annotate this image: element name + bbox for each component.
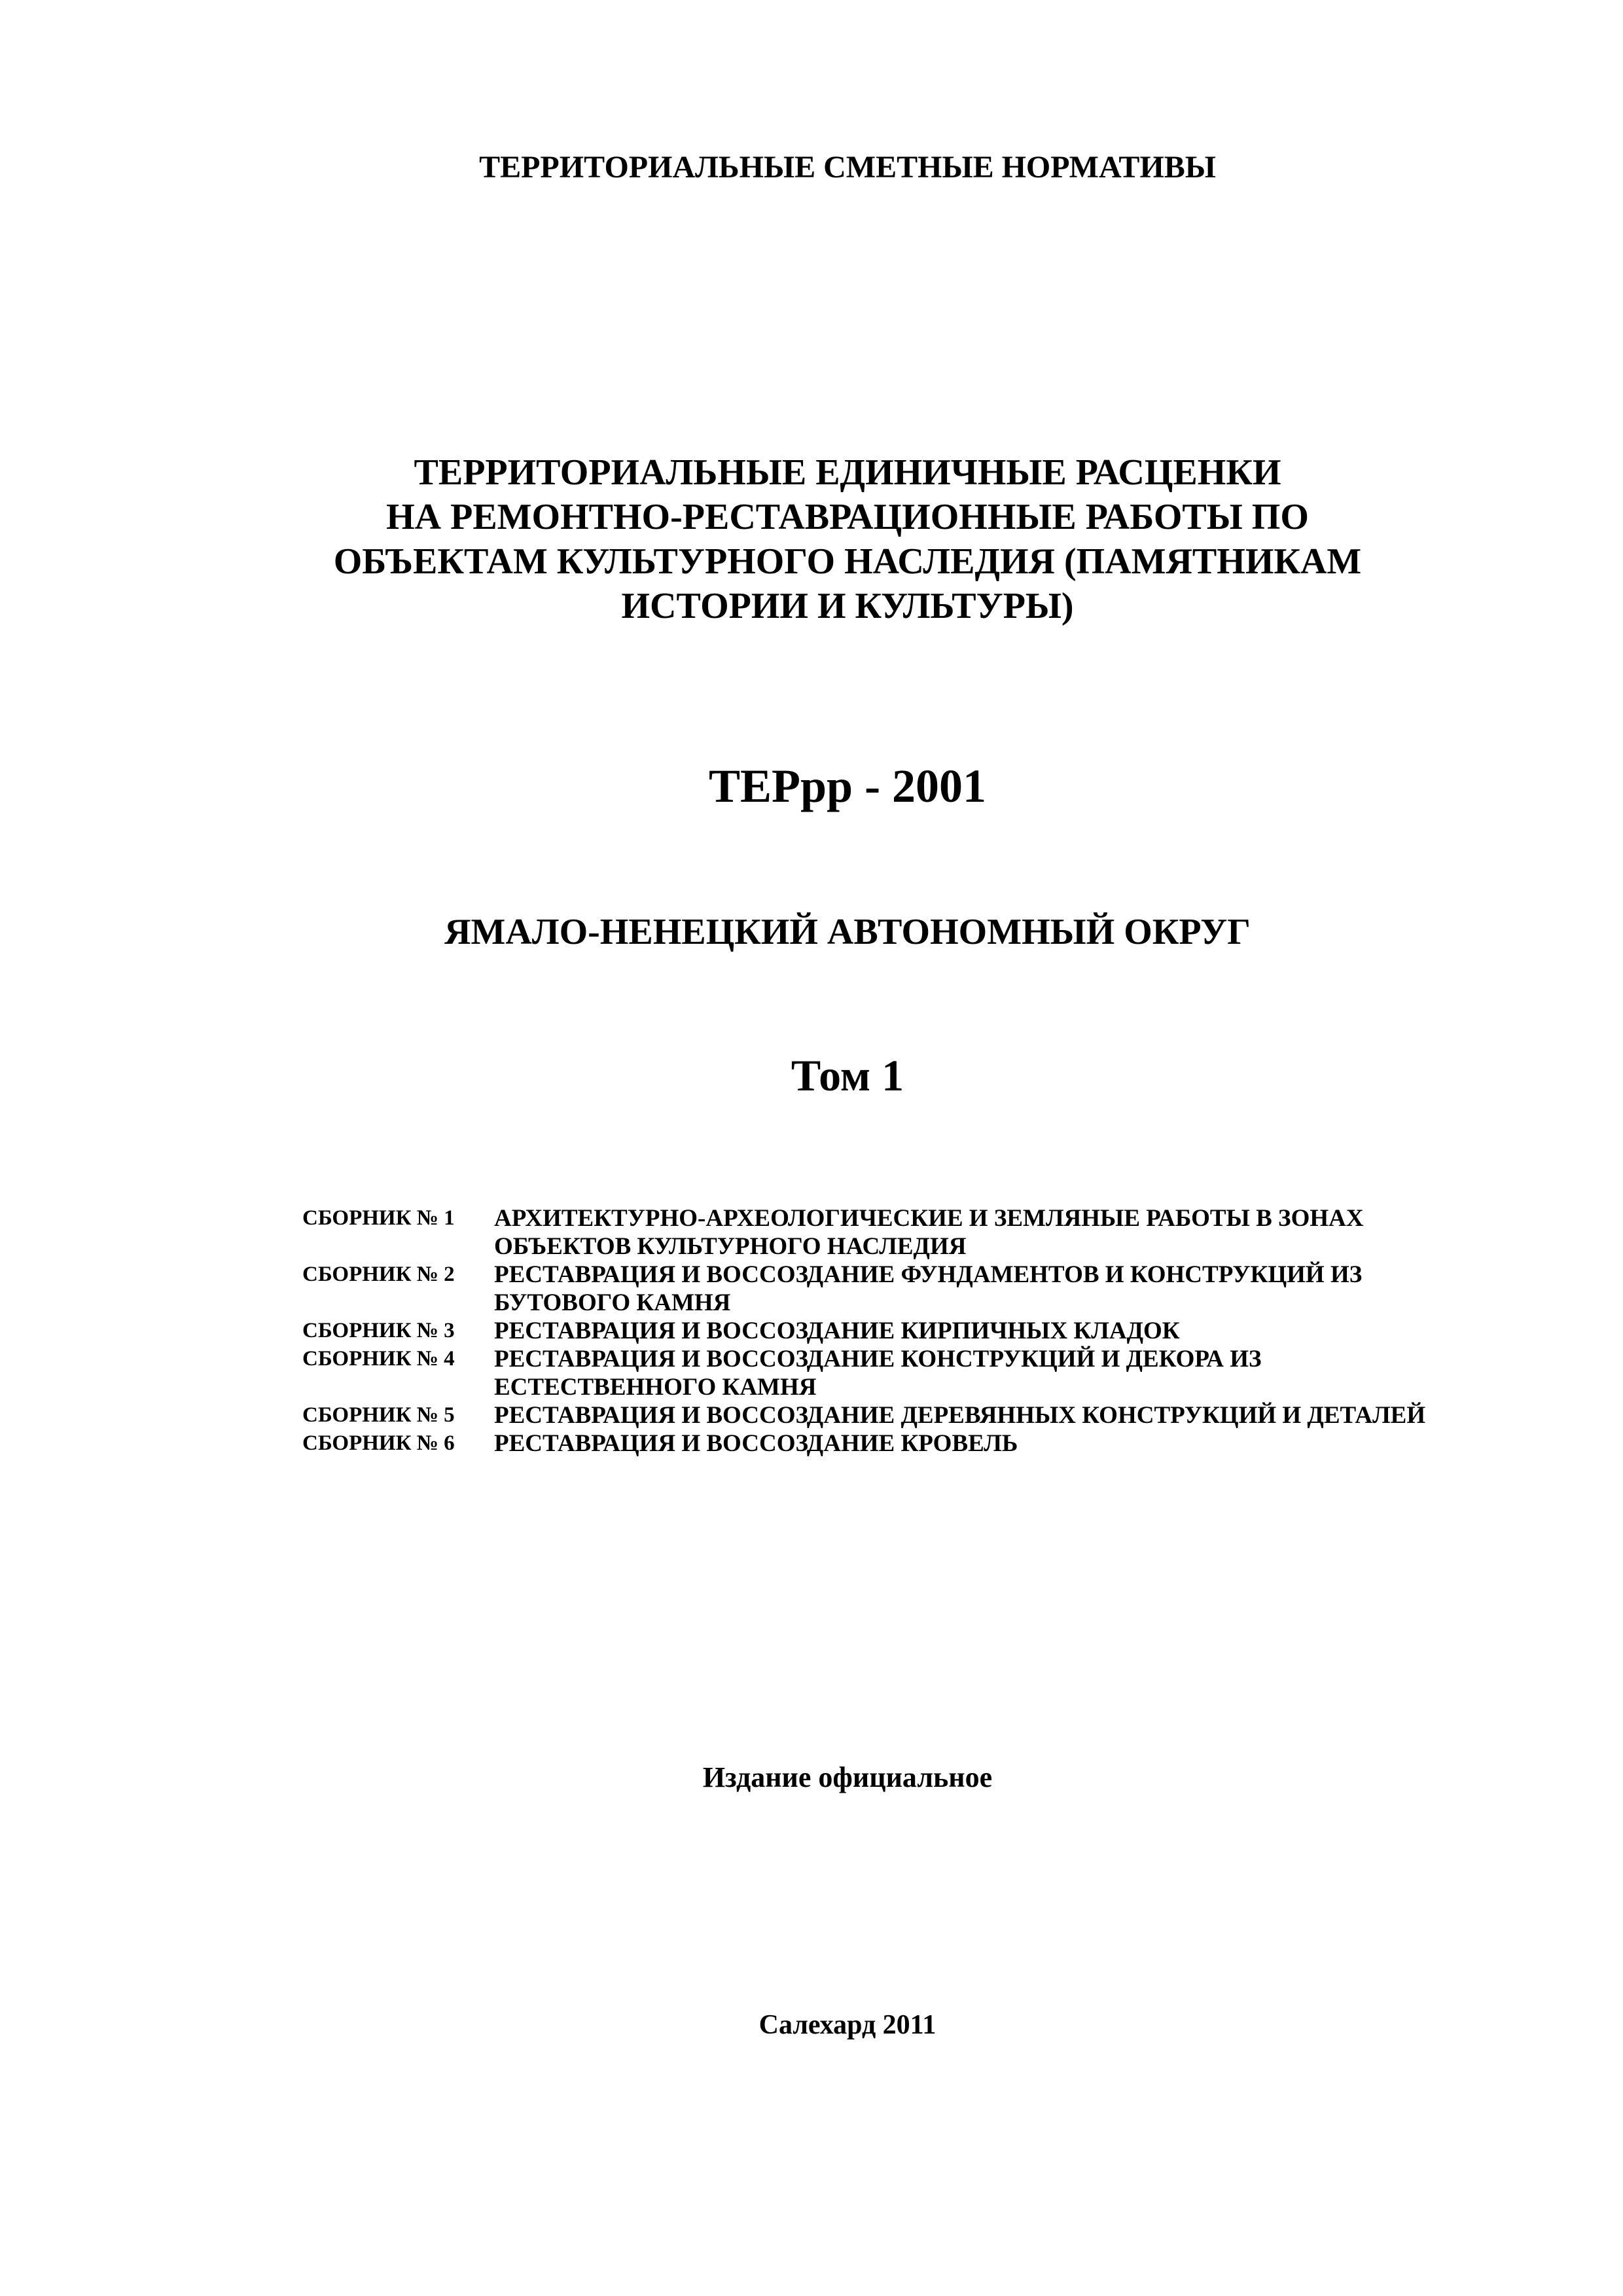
region-title: ЯМАЛО-НЕНЕЦКИЙ АВТОНОМНЫЙ ОКРУГ [444, 912, 1251, 952]
collection-label: СБОРНИК № 5 [302, 1403, 455, 1427]
place-year: Салехард 2011 [758, 2010, 936, 2040]
collection-label: СБОРНИК № 6 [302, 1431, 455, 1455]
collection-label: СБОРНИК № 1 [302, 1206, 455, 1230]
collection-title: РЕСТАВРАЦИЯ И ВОССОЗДАНИЕ ДЕРЕВЯННЫХ КОНСТРУКЦИЙ И ДЕТАЛЕЙ [494, 1402, 1426, 1429]
collection-item [302, 1204, 1585, 1261]
collection-label: СБОРНИК № 3 [302, 1319, 455, 1342]
collection-title: РЕСТАВРАЦИЯ И ВОССОЗДАНИЕ КИРПИЧНЫХ КЛАДОК [494, 1318, 1180, 1344]
collection-title: АРХИТЕКТУРНО-АРХЕОЛОГИЧЕСКИЕ И ЗЕМЛЯНЫЕ РАБОТЫ В ЗОНАХ ОБЪЕКТОВ КУЛЬТУРНОГО НАСЛЕДИЯ [494, 1205, 1364, 1260]
title-line: НА РЕМОНТНО-РЕСТАВРАЦИОННЫЕ РАБОТЫ ПО [386, 497, 1309, 537]
volume-title: Том 1 [791, 1050, 904, 1100]
title-line: ТЕРРИТОРИАЛЬНЫЕ ЕДИНИЧНЫЕ РАСЦЕНКИ [414, 452, 1281, 493]
collection-item [302, 1429, 1585, 1458]
collection-title: РЕСТАВРАЦИЯ И ВОССОЗДАНИЕ КОНСТРУКЦИЙ И ДЕКОРА ИЗ ЕСТЕСТВЕННОГО КАМНЯ [494, 1346, 1262, 1401]
title-line: ИСТОРИИ И КУЛЬТУРЫ) [621, 586, 1074, 626]
collection-label: СБОРНИК № 4 [302, 1347, 455, 1371]
collection-title: РЕСТАВРАЦИЯ И ВОССОЗДАНИЕ КРОВЕЛЬ [494, 1430, 1018, 1457]
document-header: ТЕРРИТОРИАЛЬНЫЕ СМЕТНЫЕ НОРМАТИВЫ [479, 150, 1216, 185]
title-line: ОБЪЕКТАМ КУЛЬТУРНОГО НАСЛЕДИЯ (ПАМЯТНИКАМ [333, 541, 1362, 582]
collection-title: РЕСТАВРАЦИЯ И ВОССОЗДАНИЕ ФУНДАМЕНТОВ И КОНСТРУКЦИЙ ИЗ БУТОВОГО КАМНЯ [494, 1261, 1363, 1316]
collections-list [302, 1204, 1585, 1458]
edition-note: Издание официальное [702, 1761, 993, 1793]
document-title [0, 450, 1623, 628]
collection-item [302, 1345, 1585, 1401]
collection-label: СБОРНИК № 2 [302, 1263, 455, 1286]
collection-item [302, 1401, 1585, 1429]
collection-item [302, 1261, 1585, 1317]
document-code: ТЕРрр - 2001 [708, 760, 987, 812]
collection-item [302, 1317, 1585, 1345]
